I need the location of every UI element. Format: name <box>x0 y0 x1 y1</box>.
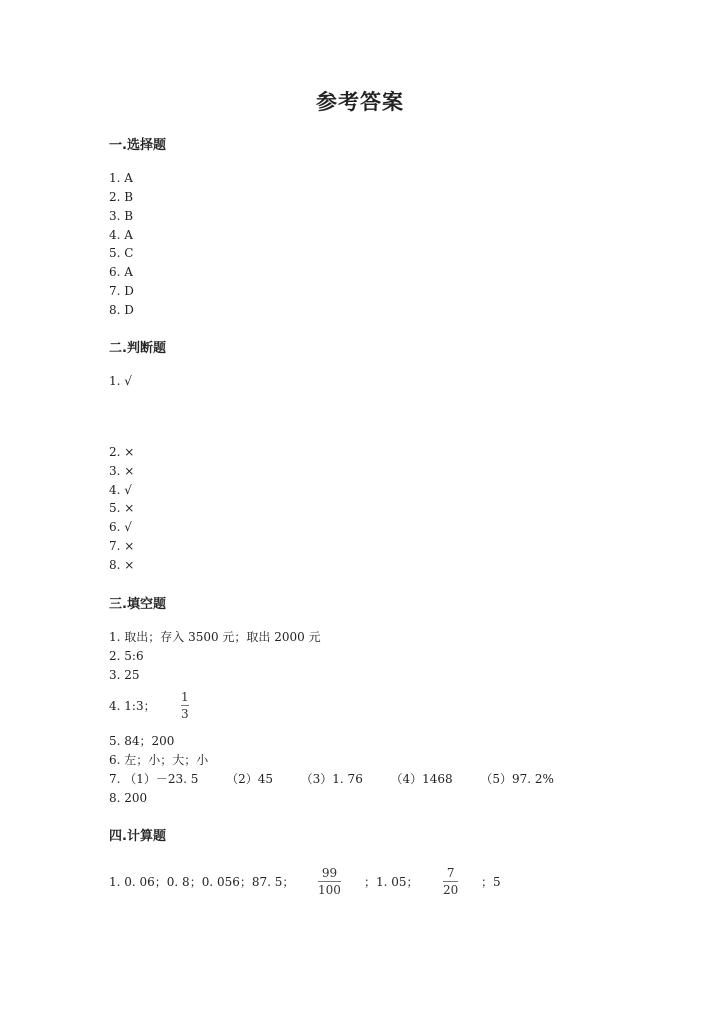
answer-line: 5. 84；200 <box>109 734 175 748</box>
fraction-numerator: 1 <box>181 690 189 704</box>
answer-line: 1. A <box>109 171 133 185</box>
fraction <box>318 866 341 897</box>
fraction <box>443 866 458 897</box>
fraction-denominator: 20 <box>443 883 459 897</box>
fraction <box>181 690 189 721</box>
answer-line-7 <box>109 771 554 787</box>
answer-line: 7. D <box>109 284 134 298</box>
answer-line: 5. × <box>109 501 135 515</box>
fraction-bar <box>181 705 189 706</box>
answer-line: 7. × <box>109 539 135 553</box>
answer-line: 8. × <box>109 558 135 572</box>
answer-line: 8. 200 <box>109 791 148 805</box>
answer-part: 7. （1）－23. 5 <box>109 772 199 786</box>
answer-line: 1. 0. 06；0. 8；0. 056；87. 5； <box>109 875 295 889</box>
answer-line: 4. 1:3； <box>109 699 156 713</box>
answer-line: 8. D <box>109 303 134 317</box>
fraction-bar <box>443 881 458 882</box>
answer-part: （2）45 <box>226 772 273 786</box>
section-heading-judge: 二.判断题 <box>109 341 166 356</box>
answer-line: 6. 左；小；大；小 <box>109 753 209 767</box>
page-title: 参考答案 <box>316 90 404 114</box>
answer-line: 5. C <box>109 246 134 260</box>
section-heading-fill: 三.填空题 <box>109 597 166 612</box>
fraction-bar <box>318 881 341 882</box>
answer-part: （4）1468 <box>390 772 453 786</box>
answer-line: 1. 取出；存入 3500 元；取出 2000 元 <box>109 630 321 644</box>
fraction-denominator: 100 <box>318 883 341 897</box>
answer-line: 4. A <box>109 228 133 242</box>
answer-separator: ；1. 05； <box>364 875 419 889</box>
answer-line: 2. 5:6 <box>109 649 144 663</box>
answer-line: 6. √ <box>109 520 132 534</box>
answer-line: 4. √ <box>109 483 132 497</box>
fraction-denominator: 3 <box>181 707 189 721</box>
answer-line: 3. × <box>109 464 135 478</box>
answer-line: 3. 25 <box>109 668 140 682</box>
answer-line: 1. √ <box>109 374 132 388</box>
answer-separator: ；5 <box>481 875 501 889</box>
answer-part: （5）97. 2% <box>480 772 554 786</box>
section-heading-choice: 一.选择题 <box>109 138 166 153</box>
answer-line: 6. A <box>109 265 133 279</box>
answer-line: 2. × <box>109 445 135 459</box>
fraction-numerator: 99 <box>321 866 338 880</box>
answer-part: （3）1. 76 <box>300 772 363 786</box>
section-heading-calc: 四.计算题 <box>109 829 166 844</box>
answer-line: 3. B <box>109 209 134 223</box>
answer-line: 2. B <box>109 190 134 204</box>
fraction-numerator: 7 <box>446 866 455 880</box>
